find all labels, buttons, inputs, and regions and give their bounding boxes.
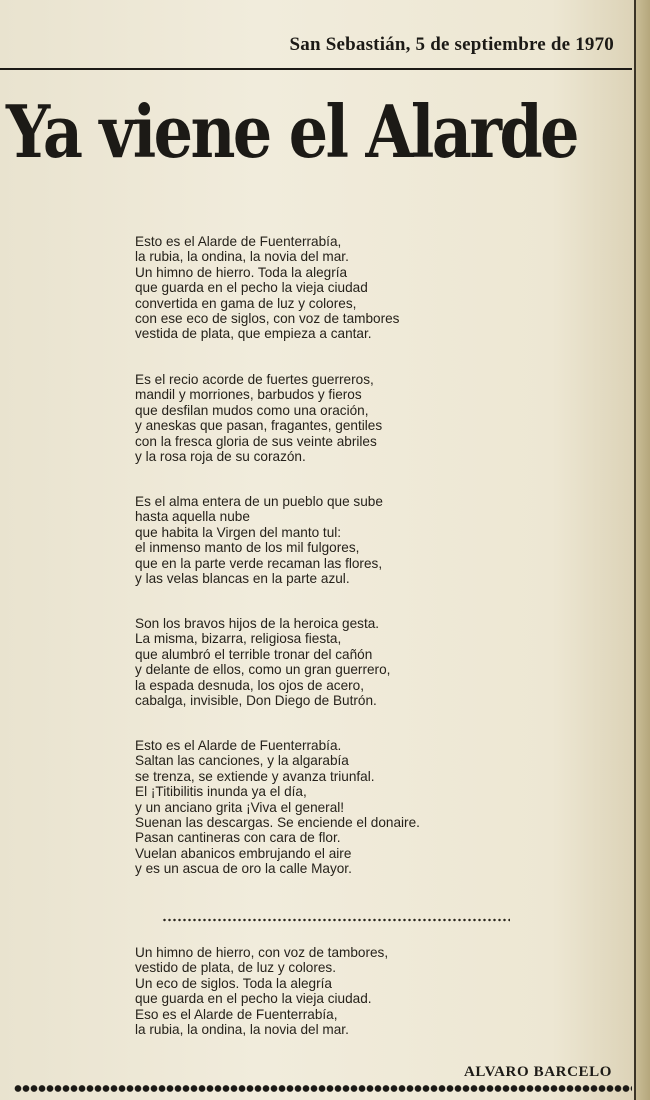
poem-line: Esto es el Alarde de Fuenterrabía.	[135, 738, 342, 753]
poem-line: cabalga, invisible, Don Diego de Butrón.	[135, 693, 377, 709]
poem-line: que desfilan mudos como una oración,	[135, 402, 369, 418]
poem-line: con la fresca gloria de sus veinte abriles	[135, 433, 377, 449]
poem-line: Suenan las descargas. Se enciende el donaire.	[135, 815, 420, 831]
poem-line: vestido de plata, de luz y colores.	[135, 960, 336, 976]
poem-stanza	[135, 945, 595, 1037]
poem-line: La misma, bizarra, religiosa fiesta,	[135, 631, 342, 647]
poem-line: Es el recio acorde de fuertes guerreros,	[135, 372, 374, 387]
poem-line: mandil y morriones, barbudos y fieros	[135, 387, 362, 403]
poem-line: la rubia, la ondina, la novia del mar.	[135, 249, 349, 265]
poem-stanza	[135, 616, 595, 708]
author-signature: ALVARO BARCELO	[463, 1064, 612, 1080]
poem-line: Un himno de hierro. Toda la alegría	[135, 264, 348, 280]
poem-line: hasta aquella nube	[135, 509, 250, 525]
poem-line: vestida de plata, que empieza a cantar.	[135, 326, 372, 342]
poem-line: Son los bravos hijos de la heroica gesta.	[135, 616, 380, 631]
poem-line: convertida en gama de luz y colores,	[135, 295, 357, 311]
poem-line: que guarda en el pecho la vieja ciudad	[135, 280, 368, 296]
poem-line: Un himno de hierro, con voz de tambores,	[135, 945, 389, 960]
header-rule	[0, 68, 632, 70]
poem-stanza	[135, 234, 595, 342]
poem-line: Eso es el Alarde de Fuenterrabía,	[135, 1006, 338, 1022]
poem-line: y la rosa roja de su corazón.	[135, 449, 306, 465]
poem-line: se trenza, se extiende y avanza triunfal.	[135, 768, 375, 784]
poem-line: que alumbró el terrible tronar del cañón	[135, 646, 373, 662]
poem-line: y aneskas que pasan, fragantes, gentiles	[135, 418, 383, 434]
dotted-divider	[162, 918, 510, 922]
headline: Ya viene el Alarde	[6, 89, 577, 174]
poem-line: que en la parte verde recaman las flores,	[135, 555, 383, 571]
poem-line: Vuelan abanicos embrujando el aire	[135, 845, 352, 861]
poem-stanza	[135, 372, 595, 464]
poem-line: Saltan las canciones, y la algarabía	[135, 753, 349, 769]
dateline: San Sebastián, 5 de septiembre de 1970	[289, 34, 614, 55]
poem-line: Es el alma entera de un pueblo que sube	[135, 494, 383, 509]
poem-line: el inmenso manto de los mil fulgores,	[135, 540, 360, 556]
poem-line: El ¡Titibilitis inunda ya el día,	[135, 784, 307, 800]
poem-stanza	[135, 494, 595, 586]
poem-line: y es un ascua de oro la calle Mayor.	[135, 861, 352, 877]
poem-line: Esto es el Alarde de Fuenterrabía,	[135, 234, 342, 249]
poem-line: la espada desnuda, los ojos de acero,	[135, 677, 364, 693]
poem-line: que guarda en el pecho la vieja ciudad.	[135, 991, 372, 1007]
poem-line: que habita la Virgen del manto tul:	[135, 524, 342, 540]
poem-line: Pasan cantineras con cara de flor.	[135, 830, 341, 846]
poem-stanza	[135, 738, 595, 877]
page-edge	[634, 0, 650, 1100]
poem-line: y un anciano grita ¡Viva el general!	[135, 799, 345, 815]
poem-line: y delante de ellos, como un gran guerrero,	[135, 662, 391, 678]
poem-line: y las velas blancas en la parte azul.	[135, 571, 350, 587]
poem-line: con ese eco de siglos, con voz de tambores	[135, 311, 400, 327]
poem-line: la rubia, la ondina, la novia del mar.	[135, 1022, 349, 1038]
poem-line: Un eco de siglos. Toda la alegría	[135, 975, 332, 991]
bottom-dotted-border	[14, 1084, 632, 1093]
